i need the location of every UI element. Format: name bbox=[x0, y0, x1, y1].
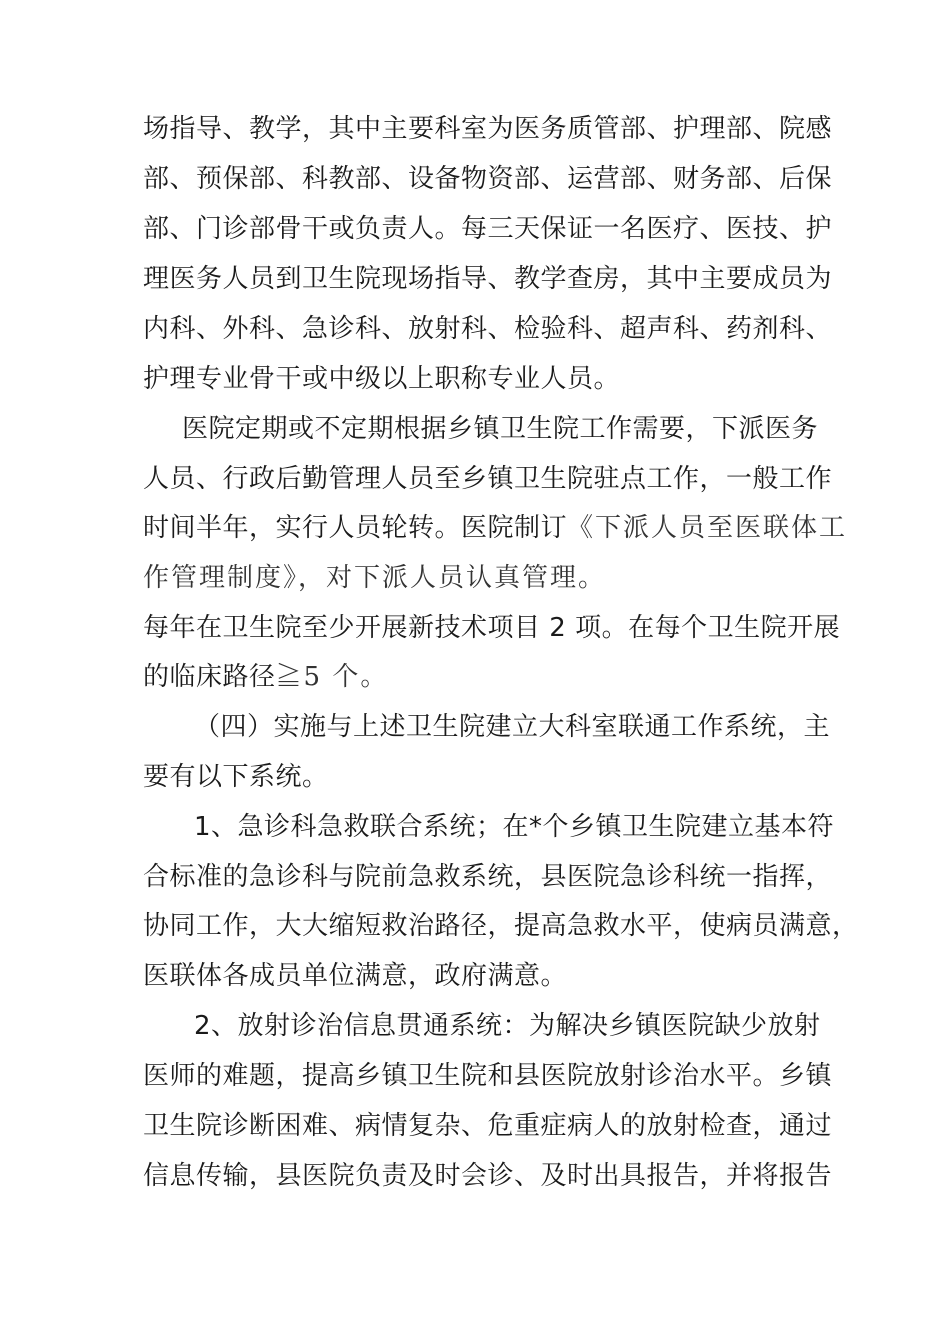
line-text: 要有以下系统。 bbox=[143, 762, 329, 792]
line-text: 医院定期或不定期根据乡镇卫生院工作需要，下派医务 bbox=[182, 414, 819, 444]
text-line bbox=[143, 109, 832, 149]
text-line bbox=[143, 956, 567, 996]
text-line bbox=[143, 1106, 832, 1146]
paragraph-start-line bbox=[182, 409, 818, 449]
text-line bbox=[143, 159, 832, 199]
text-line bbox=[143, 857, 832, 897]
text-line bbox=[143, 558, 606, 598]
line-text-serif: 《下派人员至医联体工 bbox=[567, 513, 848, 543]
text-line bbox=[143, 657, 388, 697]
line-text: 信息传输，县医院负责及时会诊、及时出具报告，并将报告 bbox=[143, 1161, 833, 1191]
text-line bbox=[143, 757, 329, 797]
paragraph-start-line bbox=[194, 1006, 821, 1046]
line-text-serif: ≧5 个。 bbox=[275, 662, 389, 692]
line-text: 场指导、教学，其中主要科室为医务质管部、护理部、院感 bbox=[143, 114, 833, 144]
line-text: 的临床路径 bbox=[143, 662, 276, 692]
line-text: 协同工作，大大缩短救治路径，提高急救水平，使病员满意， bbox=[143, 911, 859, 941]
line-text: 部、门诊部骨干或负责人。每三天保证一名医疗、医技、护 bbox=[143, 214, 833, 244]
text-line bbox=[143, 1156, 832, 1196]
line-text: 内科、外科、急诊科、放射科、检验科、超声科、药剂科、 bbox=[143, 314, 833, 344]
line-text: 卫生院诊断困难、病情复杂、危重症病人的放射检查，通过 bbox=[143, 1111, 833, 1141]
line-text: （四）实施与上述卫生院建立大科室联通工作系统，主 bbox=[194, 712, 831, 742]
text-line bbox=[143, 359, 620, 399]
line-text: 时间半年，实行人员轮转。医院制订 bbox=[143, 513, 568, 543]
line-text: 医师的难题，提高乡镇卫生院和县医院放射诊治水平。乡镇 bbox=[143, 1061, 833, 1091]
text-line bbox=[143, 608, 840, 648]
section-heading-line bbox=[194, 707, 830, 747]
line-text: 护理专业骨干或中级以上职称专业人员。 bbox=[143, 364, 621, 394]
text-line bbox=[143, 459, 832, 499]
text-line bbox=[143, 259, 832, 299]
line-text: 人员、行政后勤管理人员至乡镇卫生院驻点工作，一般工作 bbox=[143, 464, 833, 494]
line-text: 每年在卫生院至少开展新技术项目 2 项。在每个卫生院开展 bbox=[143, 613, 841, 643]
line-text-serif: 作管理制度》，对下派人员认真管理。 bbox=[143, 563, 607, 593]
text-line bbox=[143, 209, 832, 249]
text-line bbox=[143, 309, 832, 349]
line-text: 2、放射诊治信息贯通系统：为解决乡镇医院缺少放射 bbox=[194, 1011, 821, 1041]
line-text: 医联体各成员单位满意，政府满意。 bbox=[143, 961, 568, 991]
text-line bbox=[143, 508, 847, 548]
line-text: 1、急诊科急救联合系统；在*个乡镇卫生院建立基本符 bbox=[194, 812, 835, 842]
line-text: 理医务人员到卫生院现场指导、教学查房，其中主要成员为 bbox=[143, 264, 833, 294]
paragraph-start-line bbox=[194, 807, 834, 847]
text-line bbox=[143, 906, 859, 946]
text-line bbox=[143, 1056, 832, 1096]
line-text: 合标准的急诊科与院前急救系统，县医院急诊科统一指挥， bbox=[143, 862, 833, 892]
line-text: 部、预保部、科教部、设备物资部、运营部、财务部、后保 bbox=[143, 164, 833, 194]
